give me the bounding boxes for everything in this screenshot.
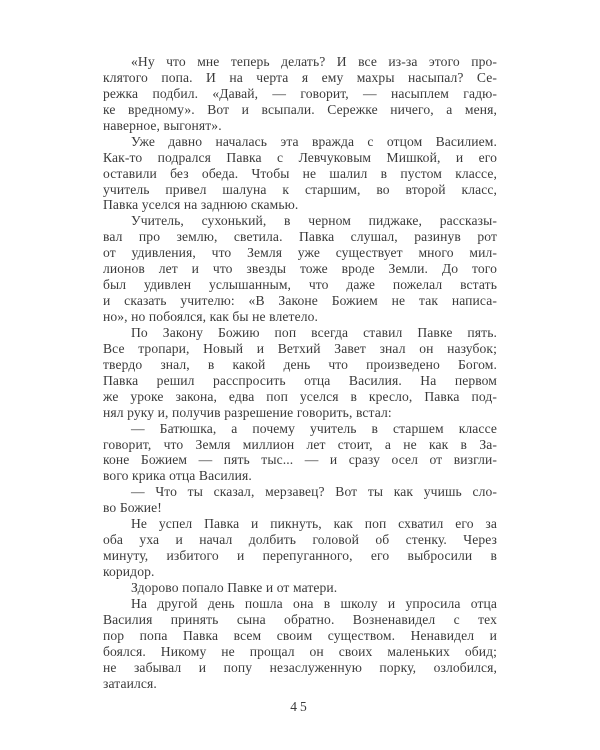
text-line: — Что ты сказал, мерзавец? Вот ты как учишь сло- bbox=[131, 484, 497, 500]
text-line: ке вредному». Вот и всыпали. Сережке ничего, а меня, bbox=[103, 101, 497, 117]
text-line: «Ну что мне теперь делать? И все из-за этого про- bbox=[131, 54, 497, 69]
text-line: — Батюшка, а почему учитель в старшем классе bbox=[131, 420, 497, 436]
text-line: наверное, выгонят». bbox=[103, 117, 222, 133]
text-line: но», но побоялся, как бы не влетело. bbox=[103, 309, 318, 324]
paragraph bbox=[103, 421, 497, 485]
text-line: Как-то подрался Павка с Левчуковым Мишкой, и его bbox=[103, 149, 497, 165]
text-line: и сказать учителю: «В Законе Божием не так написа- bbox=[103, 293, 497, 309]
text-line: коне Божием — пять тыс... — и сразу осел от визгли- bbox=[103, 452, 497, 468]
text-line: Василия принять сына обратно. Возненавидел с тех bbox=[103, 611, 497, 627]
text-line: был удивлен услышанным, что даже пожелал встать bbox=[103, 277, 497, 293]
text-line: оба уха и начал долбить головой об стенку. Через bbox=[103, 532, 497, 548]
paragraph bbox=[103, 596, 497, 692]
page-number: 45 bbox=[290, 699, 310, 714]
text-line: твердо знал, в какой день что произведено Богом. bbox=[103, 356, 497, 372]
text-line: По Закону Божию поп всегда ставил Павке пять. bbox=[131, 324, 497, 340]
text-line: Все тропари, Новый и Ветхий Завет знал он назубок; bbox=[103, 340, 497, 356]
paragraph bbox=[103, 484, 497, 516]
text-line: минуту, избитого и перепуганного, его выбросили в bbox=[103, 548, 497, 564]
text-line: учитель привел шалуна к старшим, во второй класс, bbox=[103, 181, 497, 197]
text-line: Здорово попало Павке и от матери. bbox=[131, 579, 338, 595]
text-line: от удивления, что Земля уже существует много мил- bbox=[103, 245, 497, 261]
text-line: клятого попа. И на черта я ему махры насыпал? Се- bbox=[103, 69, 497, 85]
text-line: нял руку и, получив разрешение говорить, встал: bbox=[103, 404, 392, 420]
text-line: Павка решил расспросить отца Василия. На первом bbox=[103, 372, 497, 388]
text-line: Не успел Павка и пикнуть, как поп схватил его за bbox=[131, 516, 497, 532]
text-line: Учитель, сухонький, в черном пиджаке, рассказы- bbox=[131, 213, 497, 229]
text-line: На другой день пошла она в школу и упросила отца bbox=[131, 595, 497, 611]
paragraph bbox=[103, 54, 497, 134]
text-line: затаился. bbox=[103, 675, 157, 691]
text-line: вого крика отца Василия. bbox=[103, 468, 252, 484]
paragraph bbox=[103, 213, 497, 325]
text-line: коридор. bbox=[103, 564, 155, 579]
text-line: Павка уселся на заднюю скамью. bbox=[103, 197, 299, 213]
text-line: боялся. Никому не прощал он своих маленьких обид; bbox=[103, 643, 497, 659]
text-line: же уроке закона, едва поп уселся в кресло, Павка под- bbox=[103, 388, 497, 404]
text-block bbox=[103, 54, 497, 692]
text-line: оставили без обеда. Чтобы не шалил в пустом классе, bbox=[103, 165, 497, 181]
text-line: режка подбил. «Давай, — говорит, — насыплем гадю- bbox=[103, 85, 497, 101]
text-line: Уже давно началась эта вражда с отцом Василием. bbox=[131, 133, 497, 149]
paragraph bbox=[103, 325, 497, 421]
text-line: во Божие! bbox=[103, 500, 162, 516]
text-line: говорит, что Земля миллион лет стоит, а не как в За- bbox=[103, 436, 497, 452]
paragraph bbox=[103, 134, 497, 214]
text-line: не забывал и попу незаслуженную порку, озлобился, bbox=[103, 659, 497, 675]
paragraph bbox=[103, 580, 497, 596]
text-line: вал про землю, светила. Павка слушал, разинув рот bbox=[103, 229, 497, 245]
text-line: пор попа Павка всем своим существом. Ненавидел и bbox=[103, 627, 497, 643]
paragraph bbox=[103, 516, 497, 580]
text-line: лионов лет и что звезды тоже вроде Земли. До того bbox=[103, 261, 497, 277]
